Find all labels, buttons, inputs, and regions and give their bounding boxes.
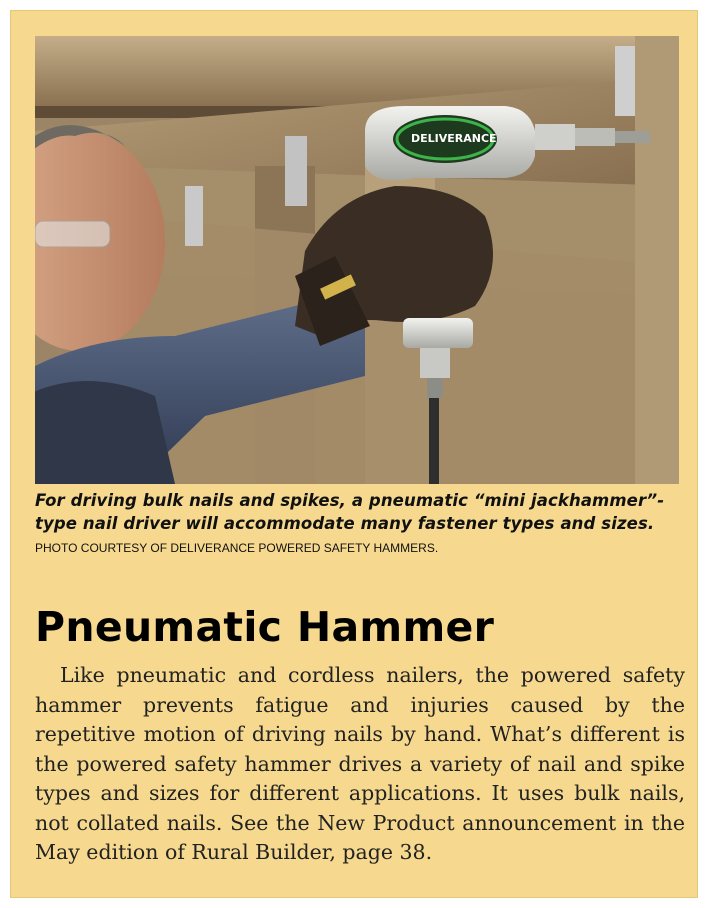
article-body: Like pneumatic and cordless nailers, the powered safety hammer prevents fatigue and injuries caused by the repetitive motion of driving nails by hand. What’s different is the powered safety hammer drives a variety of nail and spike types and sizes for different applications. It uses bulk nails, not collated nails. See the New Product announcement in the May edition of Rural Builder, page 38. bbox=[35, 663, 685, 864]
nail-driver-photo-illustration bbox=[35, 36, 679, 484]
photo-caption bbox=[35, 489, 685, 560]
article-photo bbox=[35, 36, 679, 484]
svg-text:DELIVERANCE: DELIVERANCE bbox=[411, 132, 497, 145]
photo-credit: PHOTO COURTESY OF DELIVERANCE POWERED SAFETY HAMMERS. bbox=[35, 541, 439, 555]
article-title: Pneumatic Hammer bbox=[35, 603, 495, 651]
article-panel bbox=[10, 10, 698, 898]
caption-text: For driving bulk nails and spikes, a pneumatic “mini jackhammer”-type nail driver will accommodate many fastener types and sizes. bbox=[35, 491, 665, 533]
